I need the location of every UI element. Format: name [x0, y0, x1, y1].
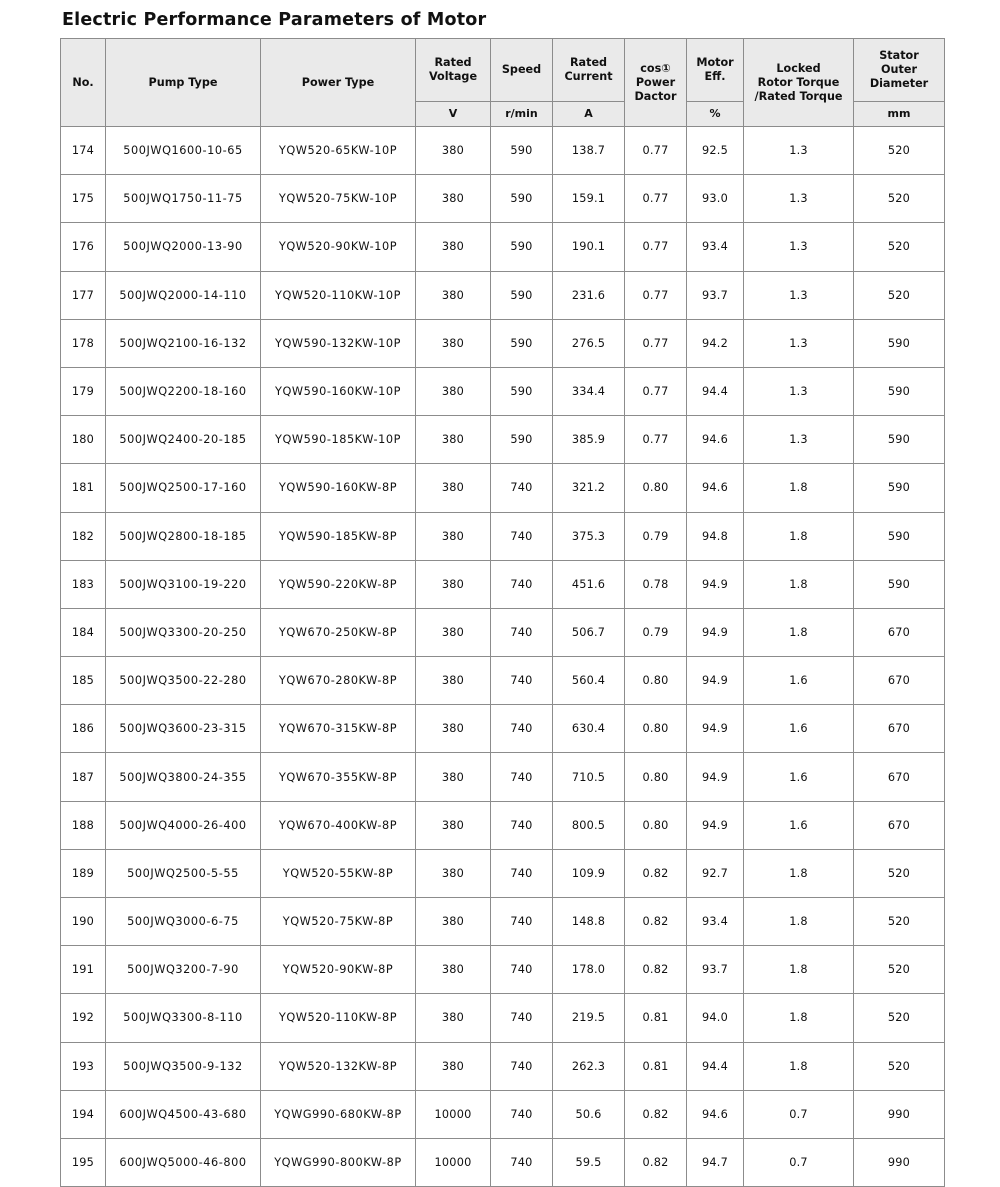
column-header-power-type: Power Type	[261, 39, 416, 127]
cell-stator: 520	[854, 175, 945, 223]
cell-power-type: YQW520-75KW-10P	[261, 175, 416, 223]
cell-eff: 94.6	[687, 416, 744, 464]
cell-torque: 0.7	[744, 1138, 854, 1186]
cell-no: 185	[61, 657, 106, 705]
column-header-rated-current-line1: Rated	[569, 56, 608, 69]
cell-power-type: YQW520-55KW-8P	[261, 849, 416, 897]
table-row	[61, 175, 945, 223]
cell-cos: 0.77	[625, 416, 687, 464]
cell-no: 187	[61, 753, 106, 801]
cell-torque: 1.8	[744, 512, 854, 560]
cell-no: 186	[61, 705, 106, 753]
cell-current: 219.5	[553, 994, 625, 1042]
table-row	[61, 801, 945, 849]
cell-current: 276.5	[553, 319, 625, 367]
cell-torque: 1.3	[744, 416, 854, 464]
cell-pump-type: 500JWQ2100-16-132	[106, 319, 261, 367]
cell-no: 188	[61, 801, 106, 849]
cell-pump-type: 500JWQ3000-6-75	[106, 898, 261, 946]
cell-no: 174	[61, 127, 106, 175]
cell-stator: 670	[854, 705, 945, 753]
cell-voltage: 380	[416, 705, 491, 753]
cell-eff: 93.4	[687, 223, 744, 271]
unit-rated-current: A	[553, 102, 625, 127]
cell-no: 177	[61, 271, 106, 319]
table-header-row-main	[61, 39, 945, 102]
cell-pump-type: 500JWQ3600-23-315	[106, 705, 261, 753]
page-title: Electric Performance Parameters of Motor	[62, 10, 487, 30]
cell-pump-type: 500JWQ2800-18-185	[106, 512, 261, 560]
cell-voltage: 380	[416, 319, 491, 367]
cell-eff: 94.8	[687, 512, 744, 560]
column-header-speed: Speed	[491, 39, 553, 102]
cell-torque: 1.6	[744, 657, 854, 705]
table-row	[61, 753, 945, 801]
cell-speed: 590	[491, 319, 553, 367]
cell-stator: 670	[854, 657, 945, 705]
cell-torque: 1.8	[744, 898, 854, 946]
cell-speed: 590	[491, 416, 553, 464]
cell-torque: 1.6	[744, 801, 854, 849]
table-row	[61, 512, 945, 560]
cell-voltage: 10000	[416, 1138, 491, 1186]
unit-stator-outer-diameter: mm	[854, 102, 945, 127]
cell-torque: 1.3	[744, 223, 854, 271]
cell-speed: 740	[491, 801, 553, 849]
cell-torque: 1.8	[744, 849, 854, 897]
cell-speed: 590	[491, 175, 553, 223]
cell-no: 182	[61, 512, 106, 560]
cell-torque: 1.8	[744, 994, 854, 1042]
cell-speed: 590	[491, 367, 553, 415]
cell-current: 385.9	[553, 416, 625, 464]
cell-eff: 94.0	[687, 994, 744, 1042]
cell-cos: 0.79	[625, 512, 687, 560]
cell-voltage: 380	[416, 753, 491, 801]
cell-stator: 520	[854, 1042, 945, 1090]
cell-no: 180	[61, 416, 106, 464]
cell-stator: 520	[854, 271, 945, 319]
cell-stator: 520	[854, 849, 945, 897]
cell-voltage: 380	[416, 946, 491, 994]
cell-eff: 94.9	[687, 560, 744, 608]
cell-voltage: 380	[416, 849, 491, 897]
cell-power-type: YQW590-220KW-8P	[261, 560, 416, 608]
cell-stator: 520	[854, 898, 945, 946]
cell-eff: 94.9	[687, 608, 744, 656]
table-row	[61, 223, 945, 271]
unit-speed: r/min	[491, 102, 553, 127]
cell-speed: 740	[491, 994, 553, 1042]
column-header-cos-line3: Dactor	[634, 89, 677, 103]
cell-current: 375.3	[553, 512, 625, 560]
cell-stator: 590	[854, 512, 945, 560]
cell-eff: 92.5	[687, 127, 744, 175]
cell-pump-type: 500JWQ2000-14-110	[106, 271, 261, 319]
column-header-motor-eff	[687, 39, 744, 102]
cell-voltage: 380	[416, 223, 491, 271]
cell-cos: 0.77	[625, 175, 687, 223]
cell-speed: 590	[491, 223, 553, 271]
cell-pump-type: 600JWQ5000-46-800	[106, 1138, 261, 1186]
cell-torque: 0.7	[744, 1090, 854, 1138]
column-header-rated-current	[553, 39, 625, 102]
cell-torque: 1.8	[744, 946, 854, 994]
cell-pump-type: 500JWQ2200-18-160	[106, 367, 261, 415]
cell-cos: 0.81	[625, 1042, 687, 1090]
cell-eff: 93.7	[687, 271, 744, 319]
cell-speed: 740	[491, 560, 553, 608]
cell-eff: 93.0	[687, 175, 744, 223]
column-header-pump-type: Pump Type	[106, 39, 261, 127]
cell-current: 231.6	[553, 271, 625, 319]
cell-speed: 740	[491, 849, 553, 897]
column-header-motor-eff-line1: Motor	[696, 56, 734, 69]
cell-no: 189	[61, 849, 106, 897]
cell-torque: 1.3	[744, 127, 854, 175]
cell-power-type: YQW670-400KW-8P	[261, 801, 416, 849]
cell-speed: 740	[491, 512, 553, 560]
cell-stator: 590	[854, 416, 945, 464]
cell-voltage: 380	[416, 657, 491, 705]
column-header-cos-line1: cos①	[640, 61, 671, 75]
cell-power-type: YQW670-355KW-8P	[261, 753, 416, 801]
cell-no: 178	[61, 319, 106, 367]
cell-no: 191	[61, 946, 106, 994]
cell-no: 194	[61, 1090, 106, 1138]
cell-cos: 0.82	[625, 1138, 687, 1186]
cell-cos: 0.80	[625, 801, 687, 849]
cell-torque: 1.3	[744, 319, 854, 367]
cell-stator: 590	[854, 319, 945, 367]
cell-eff: 94.7	[687, 1138, 744, 1186]
cell-current: 560.4	[553, 657, 625, 705]
cell-speed: 740	[491, 464, 553, 512]
cell-pump-type: 500JWQ3500-9-132	[106, 1042, 261, 1090]
column-header-rated-voltage	[416, 39, 491, 102]
cell-no: 192	[61, 994, 106, 1042]
cell-stator: 590	[854, 464, 945, 512]
cell-current: 800.5	[553, 801, 625, 849]
cell-pump-type: 500JWQ3300-8-110	[106, 994, 261, 1042]
cell-current: 506.7	[553, 608, 625, 656]
cell-pump-type: 500JWQ1750-11-75	[106, 175, 261, 223]
cell-current: 451.6	[553, 560, 625, 608]
cell-torque: 1.6	[744, 705, 854, 753]
cell-power-type: YQW520-110KW-10P	[261, 271, 416, 319]
column-header-cos-power-factor	[625, 39, 687, 127]
cell-power-type: YQW670-315KW-8P	[261, 705, 416, 753]
cell-torque: 1.3	[744, 367, 854, 415]
cell-power-type: YQW670-280KW-8P	[261, 657, 416, 705]
cell-voltage: 380	[416, 127, 491, 175]
cell-pump-type: 500JWQ3500-22-280	[106, 657, 261, 705]
cell-eff: 94.9	[687, 753, 744, 801]
table-body	[61, 127, 945, 1187]
cell-voltage: 380	[416, 512, 491, 560]
cell-speed: 740	[491, 657, 553, 705]
cell-eff: 92.7	[687, 849, 744, 897]
cell-pump-type: 500JWQ2400-20-185	[106, 416, 261, 464]
cell-cos: 0.82	[625, 946, 687, 994]
column-header-locked-rotor-torque	[744, 39, 854, 127]
table-row	[61, 898, 945, 946]
cell-no: 176	[61, 223, 106, 271]
cell-pump-type: 500JWQ4000-26-400	[106, 801, 261, 849]
cell-cos: 0.77	[625, 127, 687, 175]
cell-speed: 590	[491, 127, 553, 175]
cell-voltage: 380	[416, 560, 491, 608]
cell-power-type: YQW590-160KW-8P	[261, 464, 416, 512]
cell-eff: 94.2	[687, 319, 744, 367]
cell-eff: 93.7	[687, 946, 744, 994]
table-header	[61, 39, 945, 127]
cell-current: 630.4	[553, 705, 625, 753]
cell-voltage: 380	[416, 898, 491, 946]
column-header-locked-line3: /Rated Torque	[754, 89, 843, 103]
cell-eff: 94.9	[687, 705, 744, 753]
column-header-stator-line3: Diameter	[869, 77, 929, 90]
cell-torque: 1.8	[744, 608, 854, 656]
cell-voltage: 380	[416, 994, 491, 1042]
column-header-rated-current-line2: Current	[564, 70, 613, 83]
cell-pump-type: 500JWQ3200-7-90	[106, 946, 261, 994]
cell-pump-type: 600JWQ4500-43-680	[106, 1090, 261, 1138]
cell-torque: 1.8	[744, 560, 854, 608]
motor-parameters-table	[60, 38, 945, 1187]
cell-cos: 0.80	[625, 657, 687, 705]
cell-voltage: 380	[416, 175, 491, 223]
cell-cos: 0.79	[625, 608, 687, 656]
cell-current: 178.0	[553, 946, 625, 994]
cell-speed: 740	[491, 1138, 553, 1186]
cell-power-type: YQW590-185KW-10P	[261, 416, 416, 464]
cell-cos: 0.82	[625, 898, 687, 946]
cell-current: 190.1	[553, 223, 625, 271]
table-row	[61, 1042, 945, 1090]
cell-torque: 1.6	[744, 753, 854, 801]
cell-cos: 0.78	[625, 560, 687, 608]
column-header-rated-voltage-line1: Rated	[434, 56, 472, 69]
cell-power-type: YQW520-90KW-8P	[261, 946, 416, 994]
cell-torque: 1.8	[744, 464, 854, 512]
cell-current: 50.6	[553, 1090, 625, 1138]
cell-no: 175	[61, 175, 106, 223]
cell-current: 138.7	[553, 127, 625, 175]
cell-power-type: YQWG990-800KW-8P	[261, 1138, 416, 1186]
cell-no: 184	[61, 608, 106, 656]
column-header-motor-eff-line2: Eff.	[704, 70, 726, 83]
table-row	[61, 416, 945, 464]
cell-eff: 93.4	[687, 898, 744, 946]
cell-power-type: YQW590-185KW-8P	[261, 512, 416, 560]
cell-cos: 0.80	[625, 705, 687, 753]
cell-eff: 94.4	[687, 367, 744, 415]
cell-stator: 990	[854, 1138, 945, 1186]
table-row	[61, 560, 945, 608]
cell-cos: 0.77	[625, 319, 687, 367]
table-row	[61, 271, 945, 319]
cell-speed: 590	[491, 271, 553, 319]
cell-cos: 0.77	[625, 223, 687, 271]
cell-cos: 0.82	[625, 849, 687, 897]
column-header-stator-line2: Outer	[881, 63, 917, 76]
table-row	[61, 994, 945, 1042]
cell-stator: 520	[854, 223, 945, 271]
cell-stator: 670	[854, 801, 945, 849]
column-header-stator-outer-diameter	[854, 39, 945, 102]
cell-speed: 740	[491, 898, 553, 946]
cell-cos: 0.80	[625, 753, 687, 801]
column-header-locked-line1: Locked	[776, 61, 821, 75]
cell-power-type: YQW670-250KW-8P	[261, 608, 416, 656]
cell-eff: 94.9	[687, 801, 744, 849]
cell-cos: 0.77	[625, 271, 687, 319]
cell-no: 183	[61, 560, 106, 608]
cell-voltage: 380	[416, 416, 491, 464]
cell-voltage: 380	[416, 464, 491, 512]
cell-voltage: 380	[416, 271, 491, 319]
cell-pump-type: 500JWQ1600-10-65	[106, 127, 261, 175]
cell-eff: 94.4	[687, 1042, 744, 1090]
cell-current: 710.5	[553, 753, 625, 801]
cell-speed: 740	[491, 1042, 553, 1090]
cell-power-type: YQW590-132KW-10P	[261, 319, 416, 367]
cell-pump-type: 500JWQ3300-20-250	[106, 608, 261, 656]
column-header-cos-line2: Power	[635, 75, 676, 89]
cell-no: 193	[61, 1042, 106, 1090]
column-header-stator-line1: Stator	[879, 49, 919, 62]
cell-pump-type: 500JWQ2500-5-55	[106, 849, 261, 897]
cell-power-type: YQW520-90KW-10P	[261, 223, 416, 271]
cell-pump-type: 500JWQ3100-19-220	[106, 560, 261, 608]
column-header-no: No.	[61, 39, 106, 127]
cell-current: 59.5	[553, 1138, 625, 1186]
cell-pump-type: 500JWQ2000-13-90	[106, 223, 261, 271]
cell-power-type: YQWG990-680KW-8P	[261, 1090, 416, 1138]
cell-voltage: 10000	[416, 1090, 491, 1138]
cell-no: 195	[61, 1138, 106, 1186]
table-row	[61, 705, 945, 753]
cell-cos: 0.81	[625, 994, 687, 1042]
table-row	[61, 319, 945, 367]
cell-eff: 94.6	[687, 464, 744, 512]
cell-speed: 740	[491, 1090, 553, 1138]
cell-current: 148.8	[553, 898, 625, 946]
cell-current: 159.1	[553, 175, 625, 223]
cell-torque: 1.3	[744, 175, 854, 223]
cell-power-type: YQW520-132KW-8P	[261, 1042, 416, 1090]
cell-power-type: YQW520-110KW-8P	[261, 994, 416, 1042]
cell-speed: 740	[491, 753, 553, 801]
cell-pump-type: 500JWQ3800-24-355	[106, 753, 261, 801]
cell-stator: 520	[854, 946, 945, 994]
table-row	[61, 367, 945, 415]
cell-torque: 1.8	[744, 1042, 854, 1090]
cell-eff: 94.9	[687, 657, 744, 705]
cell-stator: 520	[854, 127, 945, 175]
table-row	[61, 608, 945, 656]
table-row	[61, 657, 945, 705]
cell-cos: 0.80	[625, 464, 687, 512]
cell-power-type: YQW590-160KW-10P	[261, 367, 416, 415]
cell-voltage: 380	[416, 367, 491, 415]
cell-current: 334.4	[553, 367, 625, 415]
cell-torque: 1.3	[744, 271, 854, 319]
cell-stator: 590	[854, 560, 945, 608]
cell-cos: 0.77	[625, 367, 687, 415]
table-row	[61, 127, 945, 175]
table-row	[61, 464, 945, 512]
column-header-rated-voltage-line2: Voltage	[428, 70, 478, 83]
cell-stator: 670	[854, 608, 945, 656]
cell-speed: 740	[491, 946, 553, 994]
cell-no: 181	[61, 464, 106, 512]
table-row	[61, 946, 945, 994]
cell-stator: 520	[854, 994, 945, 1042]
cell-current: 321.2	[553, 464, 625, 512]
cell-current: 262.3	[553, 1042, 625, 1090]
cell-current: 109.9	[553, 849, 625, 897]
unit-rated-voltage: V	[416, 102, 491, 127]
cell-power-type: YQW520-75KW-8P	[261, 898, 416, 946]
table-row	[61, 1138, 945, 1186]
cell-pump-type: 500JWQ2500-17-160	[106, 464, 261, 512]
table-row	[61, 849, 945, 897]
cell-voltage: 380	[416, 608, 491, 656]
cell-stator: 990	[854, 1090, 945, 1138]
cell-no: 179	[61, 367, 106, 415]
unit-motor-eff: %	[687, 102, 744, 127]
cell-stator: 670	[854, 753, 945, 801]
cell-power-type: YQW520-65KW-10P	[261, 127, 416, 175]
cell-voltage: 380	[416, 801, 491, 849]
cell-stator: 590	[854, 367, 945, 415]
cell-eff: 94.6	[687, 1090, 744, 1138]
cell-cos: 0.82	[625, 1090, 687, 1138]
column-header-locked-line2: Rotor Torque	[757, 75, 840, 89]
cell-no: 190	[61, 898, 106, 946]
cell-voltage: 380	[416, 1042, 491, 1090]
cell-speed: 740	[491, 705, 553, 753]
cell-speed: 740	[491, 608, 553, 656]
table-row	[61, 1090, 945, 1138]
